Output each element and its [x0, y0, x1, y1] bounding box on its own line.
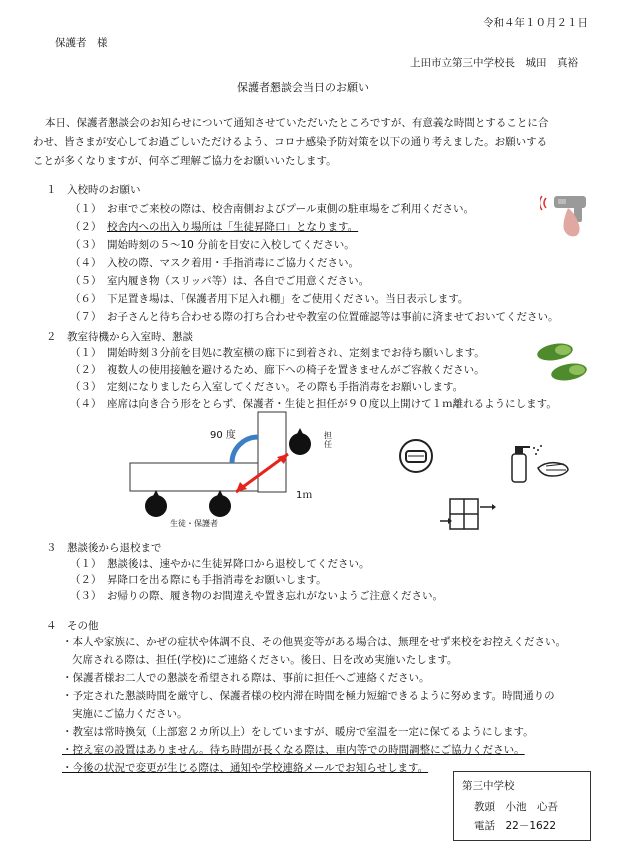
s4-line-1: ・本人や家族に、かぜの症状や体調不良、その他異変等がある場合は、無理をせず来校をお控えください。 [62, 636, 566, 648]
s4-line-5: 実施にご協力ください。 [72, 708, 188, 720]
ventilation-icon [440, 497, 496, 531]
contact-box [453, 771, 591, 841]
s2-text-2: 複数人の使用接触を避けるため、廊下への椅子を置きませんがご容赦ください。 [107, 364, 485, 376]
slipper-icon [533, 338, 593, 384]
intro-line-2: わせ、皆さまが安心してお過ごしいただけるよう、コロナ感染予防対策を以下の通り考えました。お願いする [33, 136, 548, 148]
s1-text-7: お子さんと待ち合わせる際の打ち合わせや教室の位置確認等は事前に済ませておいてください。 [107, 311, 559, 323]
s1-text-3: 開始時刻の５～10 分前を目安に入校してください。 [107, 239, 355, 251]
page-title: 保護者懇談会当日のお願い [237, 81, 369, 94]
angle-label: 90 度 [210, 430, 236, 441]
s4-line-8: ・今後の状況で変更が生じる際は、通知や学校連絡メールでお知らせします。 [62, 762, 429, 774]
s2-num-4: （４） [70, 398, 102, 410]
s1-num-3: （３） [70, 239, 102, 251]
s1-text-1: お車でご来校の際は、校舎南側およびプール東側の駐車場をご利用ください。 [107, 203, 474, 215]
s4-line-2: 欠席される際は、担任(学校)にご連絡ください。後日、日を改め実施いたします。 [72, 654, 458, 666]
teacher-desk [258, 412, 286, 492]
date: 令和４年１０月２１日 [483, 17, 588, 29]
s2-num-1: （１） [70, 347, 102, 359]
s3-text-1: 懇談後は、速やかに生徒昇降口から退校してください。 [107, 558, 370, 570]
student-figure-2 [209, 495, 231, 517]
distance-label: 1ｍ [296, 490, 313, 501]
student-label: 生徒・保護者 [170, 519, 218, 528]
intro-line-1: 本日、保護者懇談会のお知らせについて通知させていただいたところですが、有意義な時間とすることに合 [45, 117, 549, 129]
student-figure-1 [145, 495, 167, 517]
section-4-heading: ４ その他 [46, 620, 99, 632]
s2-text-4: 座席は向き合う形をとらず、保護者・生徒と担任が９０度以上開けて１ｍ離れるようにします。 [107, 398, 557, 410]
teacher-figure [289, 433, 311, 455]
s3-num-3: （３） [70, 590, 102, 602]
s1-num-1: （１） [70, 203, 102, 215]
s3-text-2: 昇降口を出る際にも手指消毒をお願いします。 [107, 574, 327, 586]
s1-num-2: （２） [70, 221, 102, 233]
seating-diagram [120, 410, 350, 530]
s4-line-3: ・保護者様お二人での懇談を希望される際は、事前に担任へご連絡ください。 [62, 672, 430, 684]
s1-text-6: 下足置き場は、「保護者用下足入れ棚」をご使用ください。当日表示します。 [107, 293, 469, 305]
s3-text-3: お帰りの際、履き物のお間違えや置き忘れがないようご注意ください。 [107, 590, 443, 602]
s2-num-3: （３） [70, 381, 102, 393]
s2-text-3: 定刻になりましたら入室してください。その際も手指消毒をお願いします。 [107, 381, 464, 393]
contact-phone: 電話 22－1622 [474, 820, 557, 832]
sender: 上田市立第三中学校長 城田 真裕 [410, 57, 578, 69]
section-1-heading: １ 入校時のお願い [46, 184, 141, 196]
s3-num-1: （１） [70, 558, 102, 570]
mask-icon [398, 438, 434, 474]
teacher-label-1: 担 [324, 431, 332, 440]
section-2-heading: ２ 教室待機から入室時、懇談 [46, 331, 193, 343]
s1-num-5: （５） [70, 275, 102, 287]
thermometer-icon [540, 188, 600, 238]
intro-line-3: ことが多くなりますが、何卒ご理解ご協力をお願いいたします。 [33, 155, 337, 167]
contact-school: 第三中学校 [462, 780, 515, 792]
s1-text-2: 校舎内への出入り場所は「生徒昇降口」となります。 [107, 221, 359, 233]
s4-line-6: ・教室は常時換気（上部窓２カ所以上）をしていますが、暖房で室温を一定に保てるようにします。 [62, 726, 534, 738]
s1-text-5: 室内履き物（スリッパ等）は、各自でご用意ください。 [107, 275, 370, 287]
s4-line-4: ・予定された懇談時間を厳守し、保護者様の校内滞在時間を極力短縮できるように努めます。時間通りの [62, 690, 555, 702]
contact-staff: 教頭 小池 心吾 [474, 801, 558, 813]
hand-sanitizer-icon [508, 440, 572, 484]
s1-text-4: 入校の際、マスク着用・手指消毒にご協力ください。 [107, 257, 359, 269]
section-3-heading: ３ 懇談後から退校まで [46, 542, 162, 554]
s1-num-7: （７） [70, 311, 102, 323]
s2-text-1: 開始時刻３分前を目処に教室横の廊下に到着され、定刻までお待ち願いします。 [107, 347, 485, 359]
s4-line-7: ・控え室の設置はありません。待ち時間が長くなる際は、車内等での時間調整にご協力ください。 [62, 744, 525, 756]
s1-num-6: （６） [70, 293, 102, 305]
s3-num-2: （２） [70, 574, 102, 586]
addressee: 保護者 様 [55, 37, 108, 49]
s2-num-2: （２） [70, 364, 102, 376]
teacher-label-2: 任 [324, 440, 332, 449]
s1-num-4: （４） [70, 257, 102, 269]
